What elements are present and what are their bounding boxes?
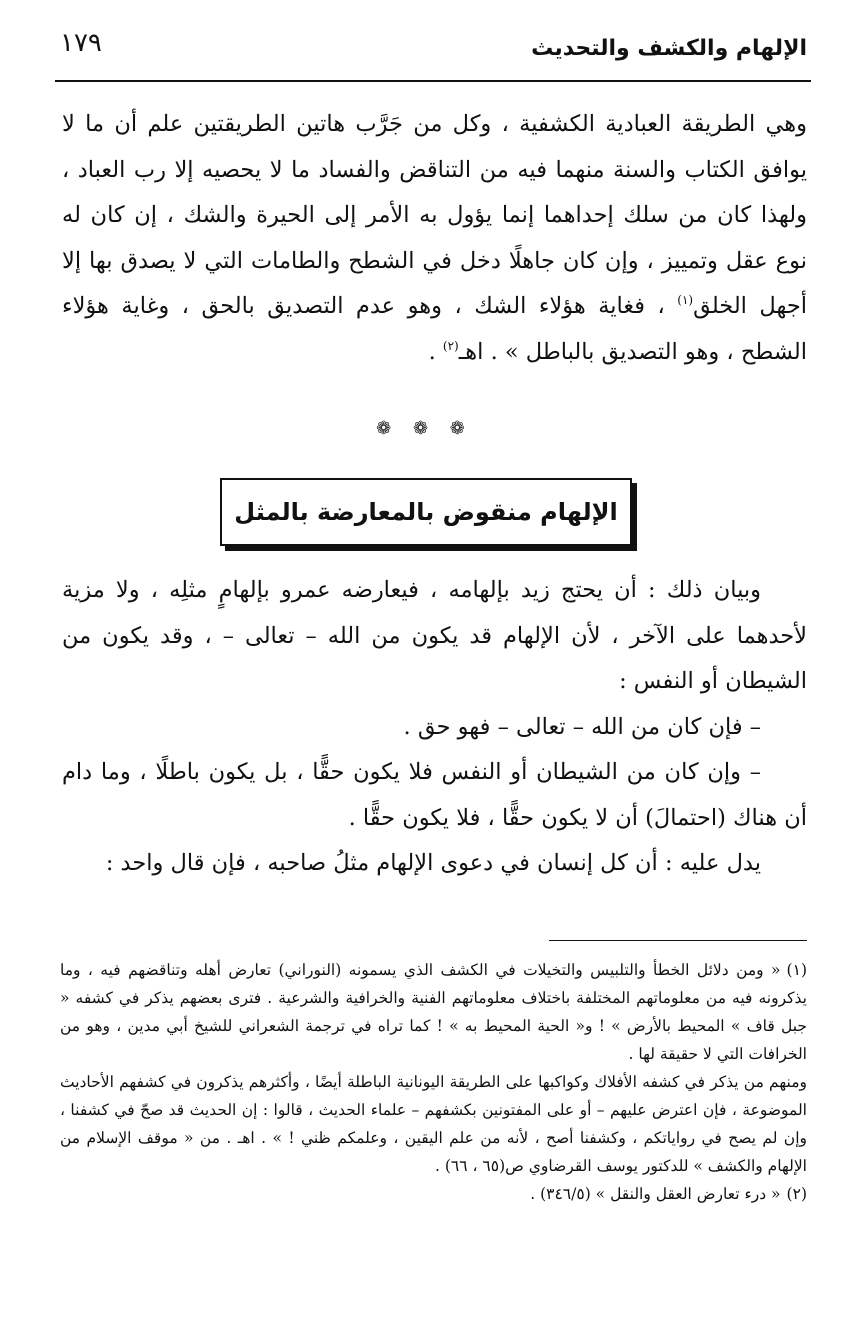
paragraph-1-end: .: [428, 338, 443, 365]
footnote-2-text: « درء تعارض العقل والنقل » (٣٤٦/٥) .: [530, 1185, 781, 1203]
paragraph-1-text: وهي الطريقة العبادية الكشفية ، وكل من جَرَّب هاتين الطريقتين علم أن ما لا يوافق الكتاب والسنة منهما فيه من التناقض والفساد ما لا يحصيه إلا رب العباد ، ولهذا كان من سلك إحداهما إنما يؤول به الأمر إلى الحيرة والشك ، إن كان له نوع عقل وتمييز ، وإن كان جاهلًا دخل في الشطح والطامات التي لا يصدق بها إلا أجهل الخلق: [62, 111, 807, 319]
footnote-1-number: (١): [786, 961, 807, 979]
footnote-1: [60, 956, 807, 1068]
section-heading-box: [220, 478, 632, 546]
footnotes: [60, 956, 807, 1208]
bullet-item-2: – وإن كان من الشيطان أو النفس فلا يكون حقًّا ، بل يكون باطلًا ، وما دام أن هناك (احتمالَ) أن لا يكون حقًّا ، فلا يكون حقًّا .: [62, 759, 807, 831]
section-ornament: ❁ ❁ ❁: [376, 418, 473, 439]
paragraph-1-text-continued: ، فغاية هؤلاء الشك ، وهو عدم التصديق بالحق ، وغاية هؤلاء الشطح ، وهو التصديق بالباطل » . اهـ: [62, 293, 807, 365]
footnote-1-text: « ومن دلائل الخطأ والتلبيس والتخيلات في الكشف الذي يسمونه (النوراني) تعارض أهله وتناقضهم فيه ، وما يذكرونه فيه من معلوماتهم المختلفة باختلاف معلوماتهم الفنية والخرافية والشرعية . فترى بعضهم يذكر في كشفه « جبل قاف » المحيط بالأرض » ! و« الحية المحيط به » ! كما تراه في ترجمة الشعراني للشيخ أبي مدين ، وهو من الخرافات التي لا حقيقة لها .: [60, 961, 807, 1063]
running-title: الإلهام والكشف والتحديث: [531, 36, 807, 61]
page-number: ١٧٩: [60, 28, 102, 58]
footnote-1-continued: ومنهم من يذكر في كشفه الأفلاك وكواكبها على الطريقة اليونانية الباطلة أيضًا ، وأكثرهم يذكرون في كشفهم الأحاديث الموضوعة ، فإن اعترض عليهم – أو على المفتونين بكشفهم – علماء الحديث ، قالوا : إن الحديث قد صحّ في كشفنا ، وإن لم يصح في رواياتكم ، وكشفنا أصح ، لأنه من علم اليقين ، وعلمكم ظني ! » . اهـ . من « موقف الإسلام من الإلهام والكشف » للدكتور يوسف القرضاوي ص(٦٥ ، ٦٦) .: [60, 1073, 807, 1175]
footnote-ref-1[interactable]: (١): [677, 293, 694, 307]
paragraph-2: وبيان ذلك : أن يحتج زيد بإلهامه ، فيعارضه عمرو بإلهامٍ مثلِه ، ولا مزية لأحدهما على الآخر ، لأن الإلهام قد يكون من الله – تعالى – ، وقد يكون من الشيطان أو النفس :: [62, 577, 807, 694]
paragraph-3: يدل عليه : أن كل إنسان في دعوى الإلهام مثلُ صاحبه ، فإن قال واحد :: [105, 850, 761, 876]
section-body: [62, 568, 807, 887]
header-rule: [55, 80, 811, 82]
footnote-ref-2[interactable]: (٢): [442, 338, 459, 353]
section-heading: الإلهام منقوض بالمعارضة بالمثل: [234, 498, 618, 526]
quoted-passage: [62, 102, 807, 375]
footnote-2-number: (٢): [786, 1185, 807, 1203]
footnote-2: [60, 1180, 807, 1208]
paragraph-1: [62, 102, 807, 375]
bullet-item-1: – فإن كان من الله – تعالى – فهو حق .: [403, 713, 761, 740]
footnote-separator: [549, 940, 807, 941]
